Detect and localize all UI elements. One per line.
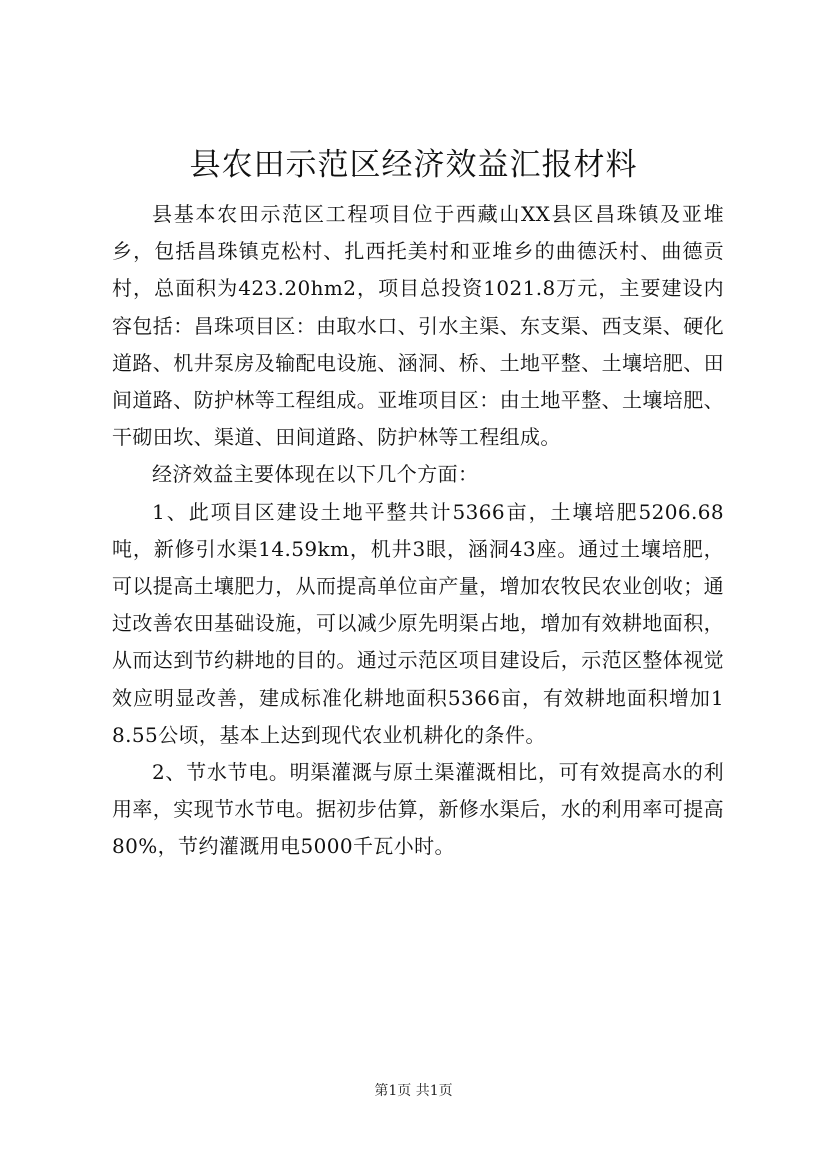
paragraph-item-2: 2、节水节电。明渠灌溉与原土渠灌溉相比，可有效提高水的利用率，实现节水节电。据初步估算，新修水渠后，水的利用率可提高80%，节约灌溉用电5000千瓦小时。 [112, 760, 724, 859]
paragraph-intro: 县基本农田示范区工程项目位于西藏山XX县区昌珠镇及亚堆乡，包括昌珠镇克松村、扎西托美村和亚堆乡的曲德沃村、曲德贡村，总面积为423.20hm2，项目总投资1021.8万元，主要建设内容包括：昌珠项目区：由取水口、引水主渠、东支渠、西支渠、硬化道路、机井泵房及输配电设施、涵洞、桥、土地平整、土壤培肥、田间道路、防护林等工程组成。亚堆项目区：由土地平整、土壤培肥、干砌田坎、渠道、田间道路、防护林等工程组成。 [112, 202, 724, 450]
paragraph-benefits-heading: 经济效益主要体现在以下几个方面： [152, 462, 479, 487]
paragraph-item-1: 1、此项目区建设土地平整共计5366亩，土壤培肥5206.68吨，新修引水渠14.59km，机井3眼，涵洞43座。通过土壤培肥，可以提高土壤肥力，从而提高单位亩产量，增加农牧民农业创收；通过改善农田基础设施，可以减少原先明渠占地，增加有效耕地面积，从而达到节约耕地的目的。通过示范区项目建设后，示范区整体视觉效应明显改善，建成标准化耕地面积5366亩，有效耕地面积增加18.55公顷，基本上达到现代农业机耕化的条件。 [112, 499, 724, 747]
document-body [112, 196, 724, 866]
page-footer: 第1页 共1页 [374, 1083, 453, 1099]
document-title: 县农田示范区经济效益汇报材料 [189, 147, 638, 183]
